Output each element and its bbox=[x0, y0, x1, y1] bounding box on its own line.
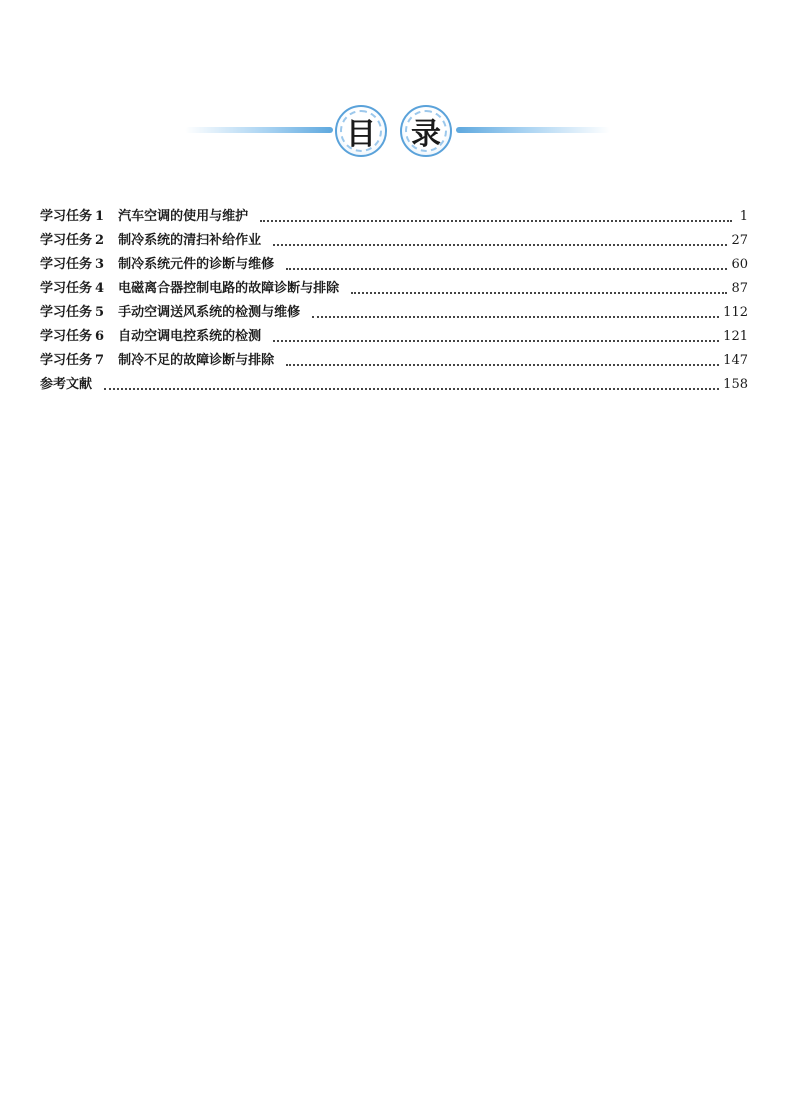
leader-dots bbox=[351, 291, 727, 294]
toc-entry-title: 制冷不足的故障诊断与排除 bbox=[118, 353, 275, 368]
leader-dots bbox=[286, 363, 719, 366]
title-char-mu: 目 bbox=[346, 117, 376, 152]
toc-page-number: 1 bbox=[739, 209, 748, 224]
table-of-contents bbox=[40, 205, 748, 397]
toc-page-number: 60 bbox=[731, 257, 748, 272]
toc-entry-3[interactable] bbox=[40, 253, 748, 277]
toc-task-number: 1 bbox=[95, 209, 105, 224]
toc-entry-title: 汽车空调的使用与维护 bbox=[118, 209, 249, 224]
toc-task-number: 6 bbox=[95, 329, 105, 344]
toc-task-label: 学习任务 bbox=[40, 233, 93, 248]
toc-references-label: 参考文献 bbox=[40, 377, 93, 392]
toc-entry-7[interactable] bbox=[40, 349, 748, 373]
title-char-circle-1 bbox=[335, 105, 387, 157]
leader-dots bbox=[260, 219, 732, 222]
toc-entry-references[interactable] bbox=[40, 373, 748, 397]
right-decorative-line bbox=[456, 127, 610, 133]
toc-page-number: 158 bbox=[723, 377, 748, 392]
toc-entry-5[interactable] bbox=[40, 301, 748, 325]
toc-page-number: 112 bbox=[723, 305, 748, 320]
leader-dots bbox=[273, 243, 727, 246]
leader-dots bbox=[286, 267, 727, 270]
toc-entry-title: 电磁离合器控制电路的故障诊断与排除 bbox=[118, 281, 340, 296]
toc-entry-title: 制冷系统的清扫补给作业 bbox=[118, 233, 262, 248]
leader-dots bbox=[273, 339, 719, 342]
toc-task-number: 7 bbox=[95, 353, 105, 368]
toc-task-number: 3 bbox=[95, 257, 105, 272]
toc-task-label: 学习任务 bbox=[40, 281, 93, 296]
leader-dots bbox=[312, 315, 719, 318]
toc-task-number: 5 bbox=[95, 305, 105, 320]
toc-entry-title: 手动空调送风系统的检测与维修 bbox=[118, 305, 301, 320]
toc-page-number: 27 bbox=[731, 233, 748, 248]
toc-entry-1[interactable] bbox=[40, 205, 748, 229]
title-char-circle-2 bbox=[400, 105, 452, 157]
toc-entry-2[interactable] bbox=[40, 229, 748, 253]
toc-entry-title: 制冷系统元件的诊断与维修 bbox=[118, 257, 275, 272]
toc-entry-4[interactable] bbox=[40, 277, 748, 301]
toc-page-number: 147 bbox=[723, 353, 748, 368]
toc-entry-6[interactable] bbox=[40, 325, 748, 349]
leader-dots bbox=[104, 387, 719, 390]
toc-task-label: 学习任务 bbox=[40, 353, 93, 368]
toc-task-label: 学习任务 bbox=[40, 209, 93, 224]
toc-page-number: 87 bbox=[731, 281, 748, 296]
toc-task-number: 2 bbox=[95, 233, 105, 248]
title-char-lu: 录 bbox=[411, 117, 441, 152]
toc-task-label: 学习任务 bbox=[40, 305, 93, 320]
toc-task-label: 学习任务 bbox=[40, 329, 93, 344]
toc-entry-title: 自动空调电控系统的检测 bbox=[118, 329, 262, 344]
toc-task-number: 4 bbox=[95, 281, 105, 296]
left-decorative-line bbox=[185, 127, 333, 133]
toc-page-number: 121 bbox=[723, 329, 748, 344]
toc-task-label: 学习任务 bbox=[40, 257, 93, 272]
toc-header bbox=[0, 98, 790, 164]
